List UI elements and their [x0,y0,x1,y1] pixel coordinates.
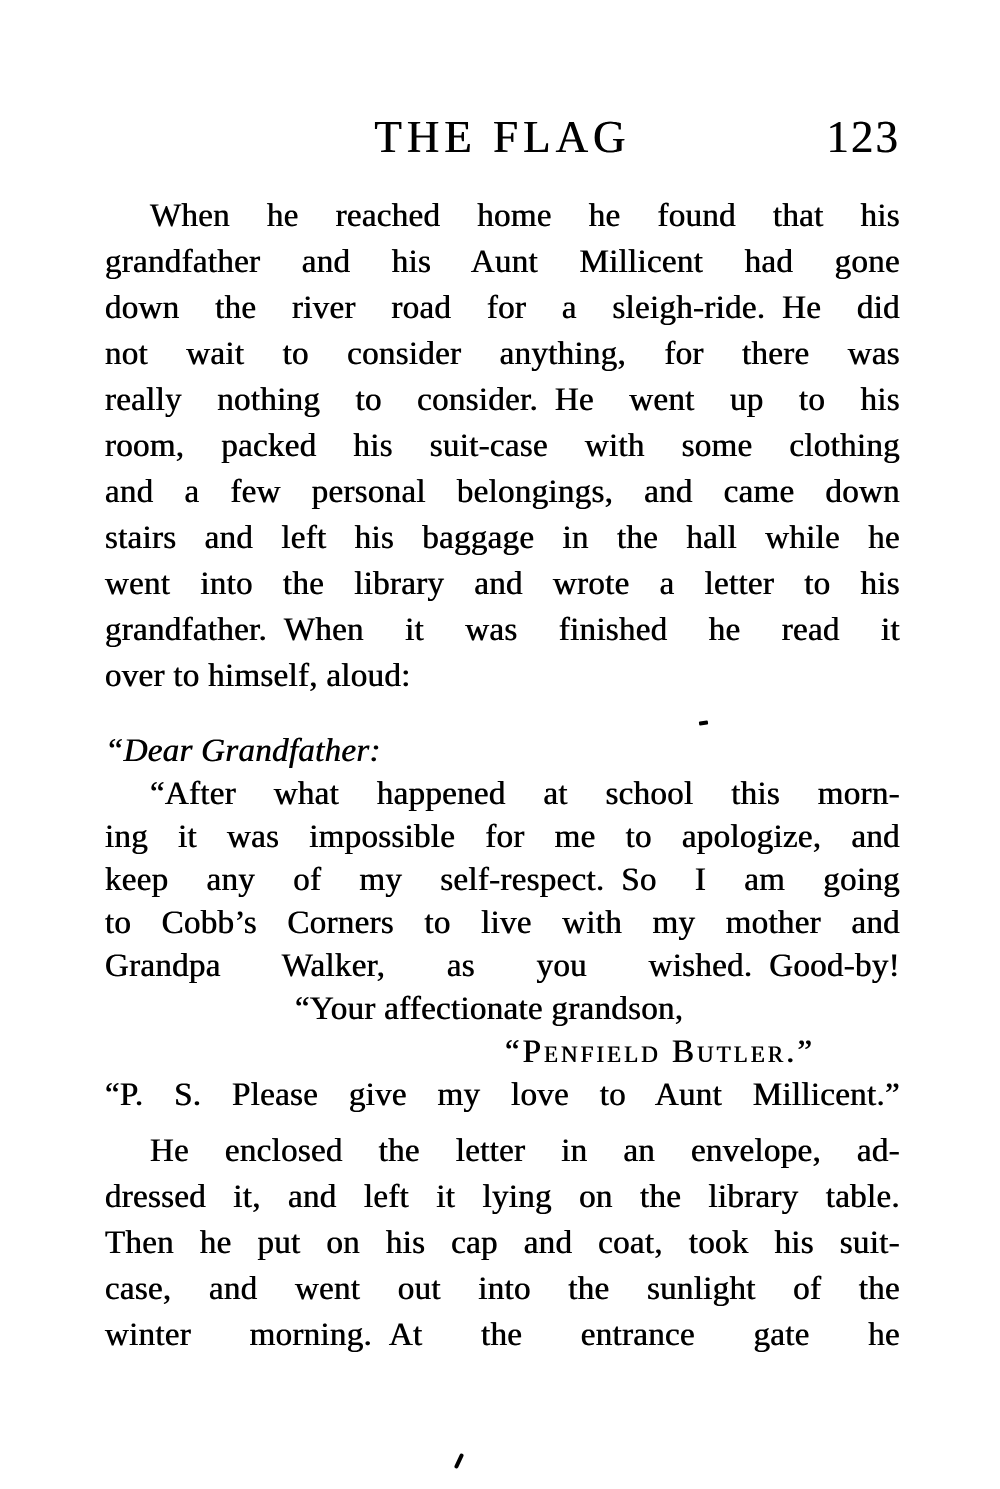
text-line: Then he put on his cap and coat, took his suit- [105,1225,900,1261]
text-line: really nothing to consider. He went up to his [105,382,900,418]
text-line: case, and went out into the sunlight of the [105,1271,900,1307]
letter-signature: “Penfield Butler.” [505,1034,816,1070]
text-line: over to himself, aloud: [105,658,411,694]
paragraph-2 [105,1128,900,1358]
letter-line: “After what happened at school this morn- [150,776,900,812]
letter-line: Grandpa Walker, as you wished. Good-by! [105,948,900,984]
running-head [105,112,900,162]
text-line: grandfather and his Aunt Millicent had gone [105,244,900,280]
text-column [105,0,900,1358]
chapter-title: THE FLAG [374,112,631,162]
text-line: He enclosed the letter in an envelope, ad- [150,1133,900,1169]
text-line: grandfather. When it was finished he read it [105,612,900,648]
text-line: When he reached home he found that his [150,198,900,234]
page-number: 123 [826,112,900,162]
text-line: not wait to consider anything, for there was [105,336,900,372]
text-line: went into the library and wrote a letter to his [105,566,900,602]
paragraph-1 [105,193,900,699]
letter-block [105,730,900,1117]
letter-line: to Cobb’s Corners to live with my mother and [105,905,900,941]
letter-salutation: “Dear Grandfather: [105,733,381,769]
letter-postscript: “P. S. Please give my love to Aunt Millicent.” [105,1077,900,1113]
letter-line: ing it was impossible for me to apologize, and [105,819,900,855]
text-line: down the river road for a sleigh-ride. He did [105,290,900,326]
letter-closing: “Your affectionate grandson, [295,991,684,1027]
ink-speck-slash [454,1453,464,1469]
text-line: room, packed his suit-case with some clothing [105,428,900,464]
text-line: and a few personal belongings, and came down [105,474,900,510]
letter-line: keep any of my self-respect. So I am going [105,862,900,898]
text-line: dressed it, and left it lying on the library table. [105,1179,900,1215]
text-line: stairs and left his baggage in the hall while he [105,520,900,556]
text-line: winter morning. At the entrance gate he [105,1317,900,1353]
